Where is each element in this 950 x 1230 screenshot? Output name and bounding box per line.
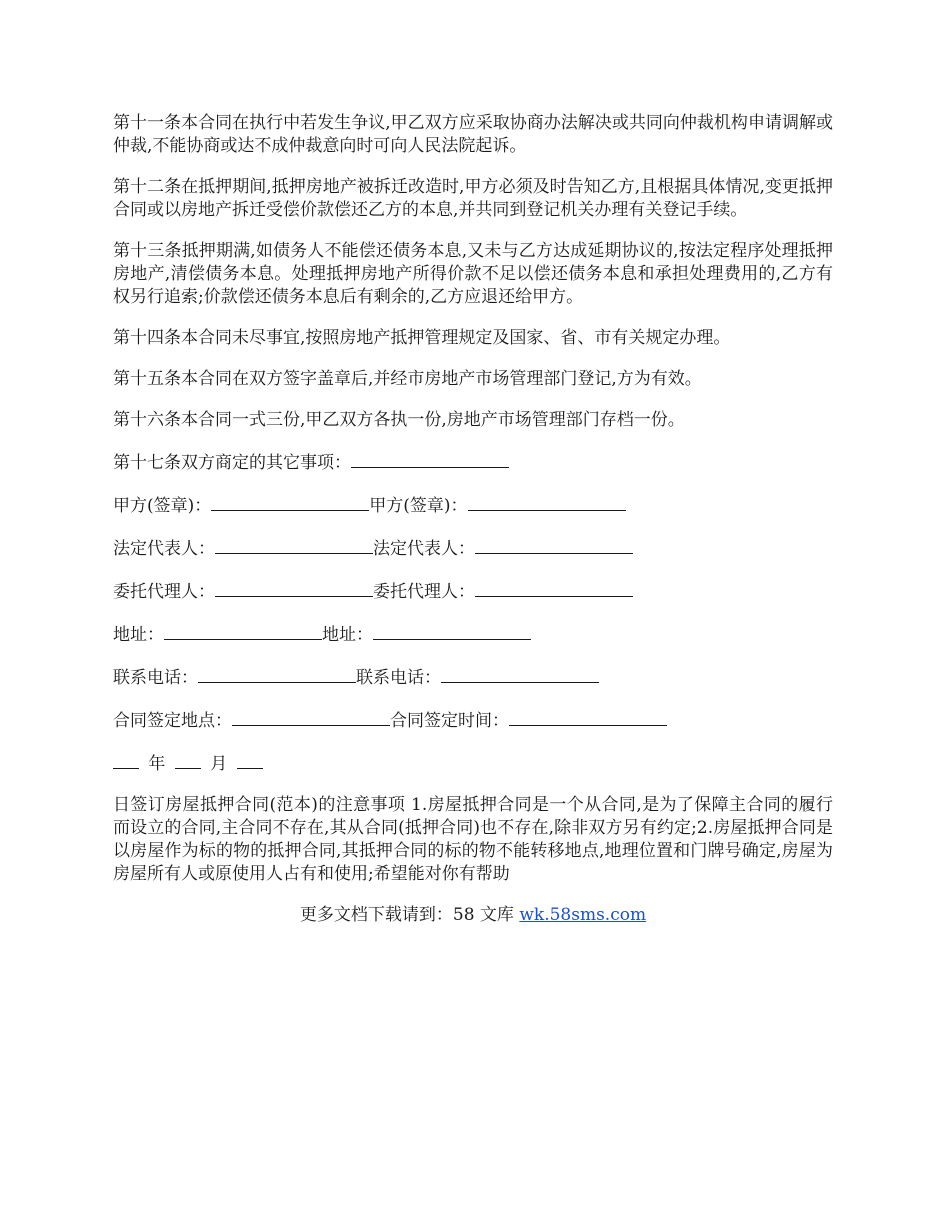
clause-15: 第十五条本合同在双方签字盖章后,并经市房地产市场管理部门登记,方为有效。 — [113, 369, 702, 389]
address-row — [113, 622, 833, 647]
phone-field-2[interactable] — [441, 665, 599, 683]
other-matters-label: 第十七条双方商定的其它事项： — [113, 453, 351, 473]
party-a-label-2: 甲方(签章)： — [369, 496, 468, 516]
year-field[interactable] — [113, 751, 139, 769]
agent-label-2: 委托代理人： — [373, 582, 475, 602]
agent-row — [113, 579, 833, 604]
date-row — [113, 751, 833, 776]
phone-label-2: 联系电话： — [356, 668, 441, 688]
clause-13: 第十三条抵押期满,如债务人不能偿还债务本息,又未与乙方达成延期协议的,按法定程序处理抵押房地产,清偿债务本息。处理抵押房地产所得价款不足以偿还债务本息和承担处理费用的,乙方有权另行追索;价款偿还债务本息后有剩余的,乙方应退还给甲方。 — [113, 241, 833, 307]
clause-17-line — [113, 450, 833, 475]
document-page — [113, 112, 833, 927]
sign-place-time-row — [113, 708, 833, 733]
party-a-field[interactable] — [211, 493, 369, 511]
footer-link[interactable]: wk.58sms.com — [519, 905, 647, 925]
legal-rep-label: 法定代表人： — [113, 539, 215, 559]
legal-rep-label-2: 法定代表人： — [373, 539, 475, 559]
notes-paragraph: 日签订房屋抵押合同(范本)的注意事项 1.房屋抵押合同是一个从合同,是为了保障主合同的履行而设立的合同,主合同不存在,其从合同(抵押合同)也不存在,除非双方另有约定;2.房屋抵押合同是以房屋作为标的物的抵押合同,其抵押合同的标的物不能转移地点,地理位置和门牌号确定,房屋为房屋所有人或原使用人占有和使用;希望能对你有帮助 — [113, 795, 833, 884]
legal-rep-field-2[interactable] — [475, 536, 633, 554]
sign-place-label: 合同签定地点： — [113, 711, 232, 731]
phone-label: 联系电话： — [113, 668, 198, 688]
year-label: 年 — [148, 754, 166, 774]
download-footer — [113, 904, 833, 927]
month-field[interactable] — [175, 751, 201, 769]
legal-rep-row — [113, 536, 833, 561]
party-a-label: 甲方(签章)： — [113, 496, 212, 516]
footer-text: 更多文档下载请到：58 文库 — [299, 905, 520, 925]
party-a-row — [113, 493, 833, 518]
sign-place-field[interactable] — [232, 708, 390, 726]
address-field[interactable] — [164, 622, 322, 640]
address-field-2[interactable] — [373, 622, 531, 640]
legal-rep-field[interactable] — [215, 536, 373, 554]
sign-time-label: 合同签定时间： — [390, 711, 509, 731]
party-a-field-2[interactable] — [468, 493, 626, 511]
clause-16: 第十六条本合同一式三份,甲乙双方各执一份,房地产市场管理部门存档一份。 — [113, 410, 685, 430]
address-label-2: 地址： — [322, 625, 373, 645]
agent-field[interactable] — [215, 579, 373, 597]
clause-11: 第十一条本合同在执行中若发生争议,甲乙双方应采取协商办法解决或共同向仲裁机构申请调解或仲裁,不能协商或达不成仲裁意向时可向人民法院起诉。 — [113, 113, 833, 156]
phone-row — [113, 665, 833, 690]
agent-label: 委托代理人： — [113, 582, 215, 602]
address-label: 地址： — [113, 625, 164, 645]
day-field[interactable] — [237, 751, 263, 769]
other-matters-field[interactable] — [351, 450, 509, 468]
agent-field-2[interactable] — [475, 579, 633, 597]
month-label: 月 — [210, 754, 228, 774]
phone-field[interactable] — [198, 665, 356, 683]
clause-14: 第十四条本合同未尽事宜,按照房地产抵押管理规定及国家、省、市有关规定办理。 — [113, 328, 731, 348]
clause-12: 第十二条在抵押期间,抵押房地产被拆迁改造时,甲方必须及时告知乙方,且根据具体情况,变更抵押合同或以房地产拆迁受偿价款偿还乙方的本息,并共同到登记机关办理有关登记手续。 — [113, 177, 833, 220]
sign-time-field[interactable] — [509, 708, 667, 726]
